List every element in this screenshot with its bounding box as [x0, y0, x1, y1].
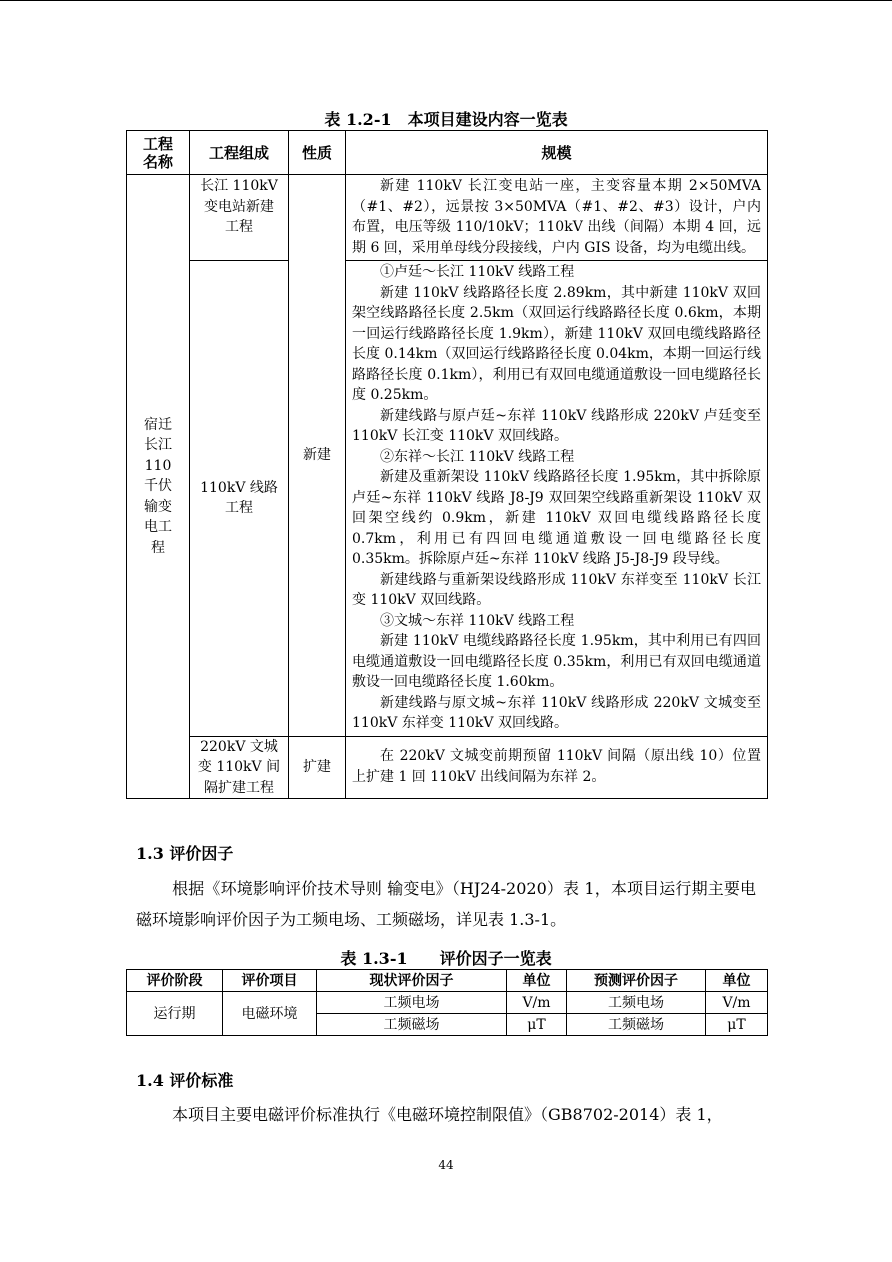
header-stage: 评价阶段 — [127, 970, 223, 992]
section-1-4-heading: 1.4 评价标准 — [136, 1071, 234, 1090]
component-cell: 长江 110kV 变电站新建工程 — [190, 175, 289, 261]
current-factor-cell: 工频磁场 — [317, 1014, 507, 1036]
predicted-factor-cell: 工频磁场 — [567, 1014, 706, 1036]
table-row — [127, 261, 768, 737]
header-predicted-factor: 预测评价因子 — [567, 970, 706, 992]
unit-cell: V/m — [706, 992, 768, 1014]
header-item: 评价项目 — [223, 970, 317, 992]
header-unit: 单位 — [706, 970, 768, 992]
header-nature: 性质 — [289, 131, 346, 175]
table-header-row — [127, 970, 768, 992]
header-scale: 规模 — [346, 131, 768, 175]
header-unit: 单位 — [507, 970, 567, 992]
table1-caption: 表 1.2-1 本项目建设内容一览表 — [324, 110, 568, 129]
current-factor-cell: 工频电场 — [317, 992, 507, 1014]
scale-cell: 新建 110kV 长江变电站一座，主变容量本期 2×50MVA（#1、#2），远景按 3×50MVA（#1、#2、#3）设计，户内布置，电压等级 110/10kV；110kV 出线（间隔）本期 4 回，远期 6 回，采用单母线分段接线，户内 GIS 设备，均为电缆出线。 — [346, 175, 768, 261]
unit-cell: V/m — [507, 992, 567, 1014]
header-current-factor: 现状评价因子 — [317, 970, 507, 992]
header-component: 工程组成 — [190, 131, 289, 175]
nature-cell: 扩建 — [289, 736, 346, 799]
scale-cell: ①卢廷～长江 110kV 线路工程 新建 110kV 线路路径长度 2.89km，其中新建 110kV 双回架空线路路径长度 2.5km（双回运行线路路径长度 0.6km，本期一回运行线路路径长度 1.9km），新建 110kV 双回电缆线路路径长度 0.14km（双回运行线路路径长度 0.04km，本期一回运行线路路径长度 0.1km），利用已有双回电缆通道敷设一回电缆路径长度 0.25km。 新建线路与原卢廷~东祥 110kV 线路形成 220kV 卢廷变至 110kV 长江变 110kV 双回线路。 ②东祥～长江 110kV 线路工程 新建及重新架设 110kV 线路路径长度 1.95km，其中拆除原卢廷~东祥 110kV 线路 J8-J9 双回架空线路重新架设 110kV 双回架空线约 0.9km，新建 110kV 双回电缆线路路径长度 0.7km，利用已有四回电缆通道敷设一回电缆路径长度 0.35km。拆除原卢廷~东祥 110kV 线路 J5-J8-J9 段导线。 新建线路与重新架设线路形成 110kV 东祥变至 110kV 长江变 110kV 双回线路。 ③文城～东祥 110kV 线路工程 新建 110kV 电缆线路路径长度 1.95km，其中利用已有四回电缆通道敷设一回电缆路径长度 0.35km，利用已有双回电缆通道敷设一回电缆路径长度 1.60km。 新建线路与原文城~东祥 110kV 线路形成 220kV 文城变至 110kV 东祥变 110kV 双回线路。 — [346, 261, 768, 737]
table-row — [127, 175, 768, 261]
top-rule — [0, 0, 892, 1]
evaluation-factor-table — [126, 969, 768, 1036]
section-1-4-paragraph: 本项目主要电磁评价标准执行《电磁环境控制限值》（GB8702-2014）表 1， — [172, 1105, 723, 1124]
section-1-3-heading: 1.3 评价因子 — [136, 844, 234, 863]
table-header-row — [127, 131, 768, 175]
item-cell: 电磁环境 — [223, 992, 317, 1036]
section-1-3-paragraph: 根据《环境影响评价技术导则 输变电》（HJ24-2020）表 1，本项目运行期主要电磁环境影响评价因子为工频电场、工频磁场，详见表 1.3-1。 — [136, 879, 756, 929]
construction-content-table — [126, 130, 768, 799]
table-row — [127, 992, 768, 1014]
component-cell: 110kV 线路工程 — [190, 261, 289, 737]
unit-cell: μT — [507, 1014, 567, 1036]
table-row — [127, 736, 768, 799]
component-cell: 220kV 文城变 110kV 间隔扩建工程 — [190, 736, 289, 799]
page-number: 44 — [438, 1158, 454, 1172]
unit-cell: μT — [706, 1014, 768, 1036]
header-project-name: 工程名称 — [127, 131, 190, 175]
project-name-cell: 宿迁长江110千伏输变电工程 — [127, 175, 190, 799]
predicted-factor-cell: 工频电场 — [567, 992, 706, 1014]
nature-cell: 新建 — [289, 175, 346, 737]
table2-caption: 表 1.3-1 评价因子一览表 — [340, 949, 552, 968]
scale-cell: 在 220kV 文城变前期预留 110kV 间隔（原出线 10）位置上扩建 1 回 110kV 出线间隔为东祥 2。 — [346, 736, 768, 799]
stage-cell: 运行期 — [127, 992, 223, 1036]
